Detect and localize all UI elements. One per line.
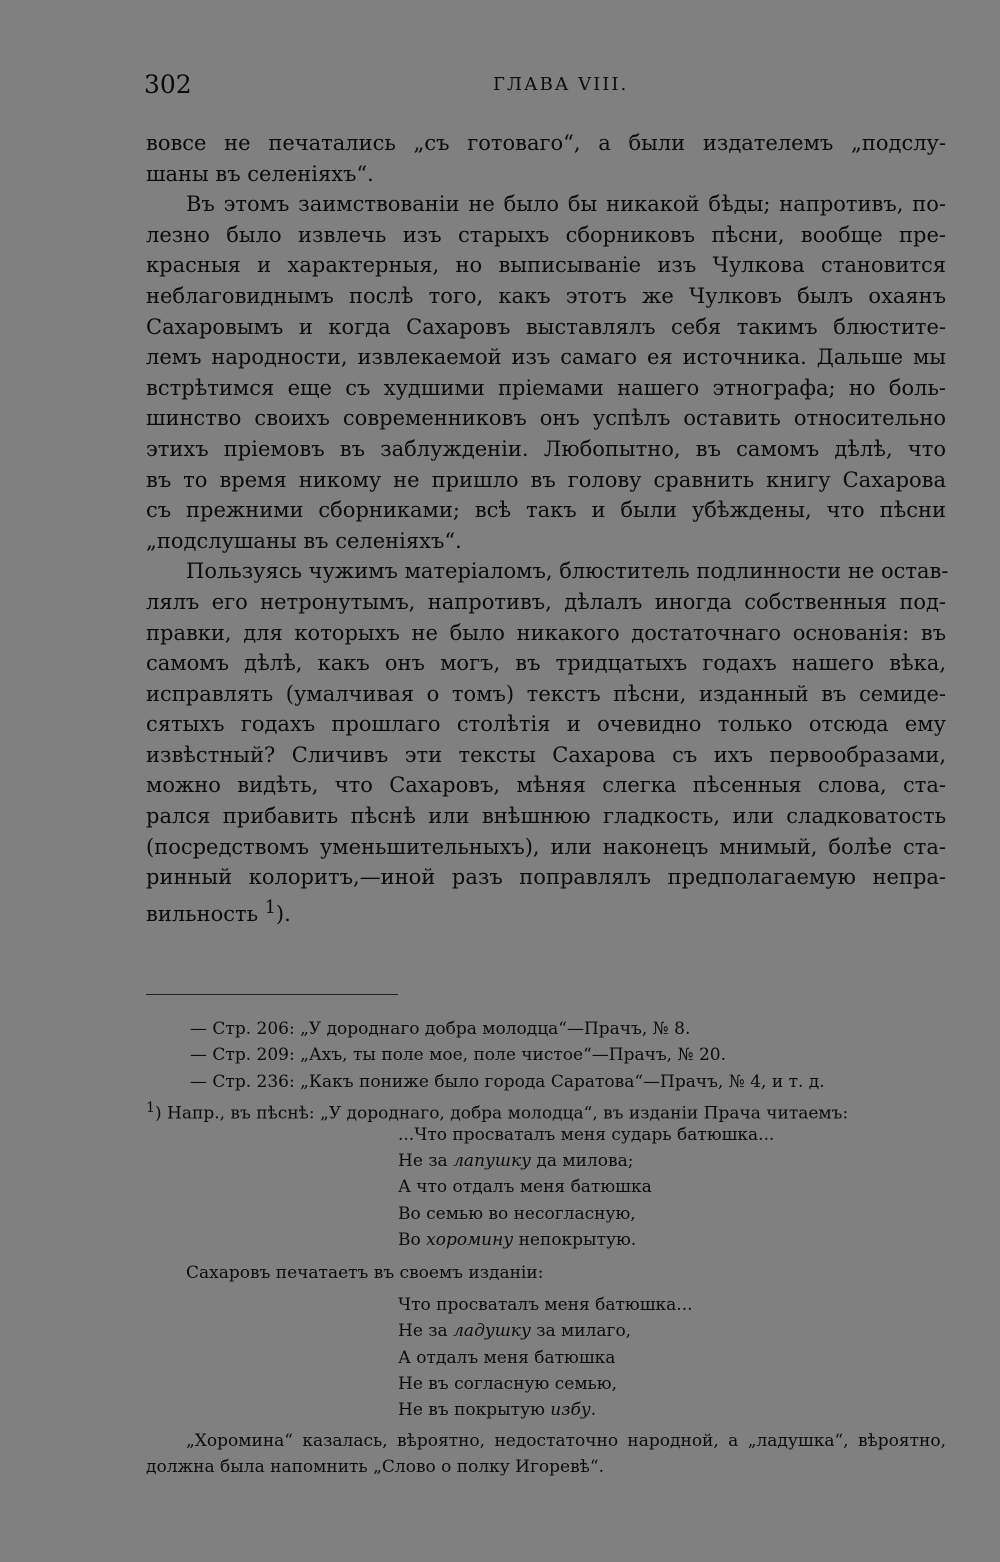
body-line: этихъ пріемовъ въ заблужденіи. Любопытно, въ самомъ дѣлѣ, что [146, 436, 946, 461]
verse-text: Не за [398, 1321, 454, 1342]
footnote-reference[interactable]: 1 [264, 897, 276, 918]
page-number: 302 [144, 70, 192, 99]
running-head: ГЛАВА VIII. [493, 74, 629, 95]
verse-line [146, 1318, 946, 1344]
verse-emphasis: избу [550, 1400, 591, 1421]
verse-emphasis: лапушку [453, 1150, 531, 1171]
footnote-mid: Сахаровъ печатаетъ въ своемъ изданіи: [186, 1262, 544, 1283]
verse-line [146, 1148, 946, 1174]
body-line: сятыхъ годахъ прошлаго столѣтія и очевидно только отсюда ему [146, 712, 946, 737]
verse-line [146, 1397, 946, 1423]
verse-line: А отдалъ меня батюшка [398, 1347, 616, 1368]
notes [146, 1016, 946, 1481]
body-line: лялъ его нетронутымъ, напротивъ, дѣлалъ иногда собственныя под- [146, 589, 946, 614]
footnote-closing: должна была напомнить „Слово о полку Игоревѣ“. [146, 1457, 605, 1478]
body-text-span: вильность [146, 901, 265, 926]
body-line: Пользуясь чужимъ матеріаломъ, блюститель подлинности не остав- [186, 559, 949, 584]
body-line: рался прибавить пѣснѣ или внѣшнюю гладкость, или сладковатость [146, 804, 946, 829]
verse-emphasis: хоромину [426, 1230, 514, 1251]
body-line: лемъ народности, извлекаемой изъ самаго ея источника. Дальше мы [146, 345, 946, 370]
verse-line [146, 1227, 946, 1253]
verse-line: Что просваталъ меня батюшка... [398, 1294, 693, 1315]
body-line: шинство своихъ современниковъ онъ успѣлъ оставить относительно [146, 406, 946, 431]
verse-line: ...Что просваталъ меня сударь батюшка... [398, 1124, 775, 1145]
body-line [146, 893, 946, 924]
verse-line: Не въ согласную семью, [398, 1374, 617, 1395]
body-line: Въ этомъ заимствованіи не было бы никакой бѣды; напротивъ, по- [186, 192, 946, 217]
verse-text: непокрытую. [513, 1230, 637, 1251]
footnote-intro [146, 1095, 946, 1124]
footnote-intro-text: ) Напр., въ пѣснѣ: „У дороднаго, добра молодца“, въ изданіи Прача читаемъ: [155, 1103, 849, 1124]
body-line: (посредствомъ уменьшительныхъ), или наконецъ мнимый, болѣе ста- [146, 834, 946, 859]
verse-text: Не въ покрытую [398, 1400, 551, 1421]
body-line: ринный колоритъ,—иной разъ поправлялъ предполагаемую непра- [146, 865, 946, 890]
body-line: Сахаровымъ и когда Сахаровъ выставлялъ себя такимъ блюстите- [146, 314, 946, 339]
body-line: неблаговиднымъ послѣ того, какъ этотъ же Чулковъ былъ охаянъ [146, 283, 946, 308]
body-line: можно видѣть, что Сахаровъ, мѣняя слегка пѣсенныя слова, ста- [146, 773, 946, 798]
body-line: извѣстный? Сличивъ эти тексты Сахарова съ ихъ первообразами, [146, 742, 946, 767]
verse-text: да милова; [531, 1150, 634, 1171]
verse-line: А что отдалъ меня батюшка [398, 1177, 652, 1198]
body-line: самомъ дѣлѣ, какъ онъ могъ, въ тридцатыхъ годахъ нашего вѣка, [146, 651, 946, 676]
source-note: — Стр. 236: „Какъ пониже было города Саратова“—Прачъ, № 4, и т. д. [190, 1071, 825, 1092]
body-line: въ то время никому не пришло въ голову сравнить книгу Сахарова [146, 467, 946, 492]
verse-text: за милаго, [530, 1321, 632, 1342]
body-line: „подслушаны въ селеніяхъ“. [146, 528, 462, 553]
body-line: съ прежними сборниками; всѣ такъ и были убѣждены, что пѣсни [146, 498, 946, 523]
body-text [146, 128, 949, 926]
body-text-span: ). [275, 901, 291, 926]
verse-text: . [590, 1400, 597, 1421]
body-line: вовсе не печатались „съ готоваго“, а были издателемъ „подслу- [146, 131, 946, 155]
verse-emphasis: ладушку [453, 1321, 531, 1342]
body-line: красныя и характерныя, но выписываніе изъ Чулкова становится [146, 253, 946, 278]
body-line: исправлять (умалчивая о томъ) текстъ пѣсни, изданный въ семиде- [146, 681, 946, 706]
footnote-marker: 1 [146, 1100, 156, 1117]
verse-text: Не за [398, 1150, 454, 1171]
footnote-closing: „Хоромина“ казалась, вѣроятно, недостаточно народной, а „ладушка“, вѣроятно, [186, 1430, 946, 1451]
body-line: лезно было извлечь изъ старыхъ сборниковъ пѣсни, вообще пре- [146, 222, 946, 247]
verse-line: Во семью во несогласную, [398, 1203, 636, 1224]
body-line: встрѣтимся еще съ худшими пріемами нашего этнографа; но боль- [146, 375, 946, 400]
source-note: — Стр. 206: „У дороднаго добра молодца“—Прачъ, № 8. [190, 1019, 691, 1039]
body-line: правки, для которыхъ не было никакого достаточнаго основанія: въ [146, 620, 946, 645]
body-line: шаны въ селеніяхъ“. [146, 161, 374, 186]
verse-text: Во [398, 1230, 427, 1251]
footnote-rule [146, 994, 398, 995]
source-note: — Стр. 209: „Ахъ, ты поле мое, поле чистое“—Прачъ, № 20. [190, 1045, 727, 1066]
